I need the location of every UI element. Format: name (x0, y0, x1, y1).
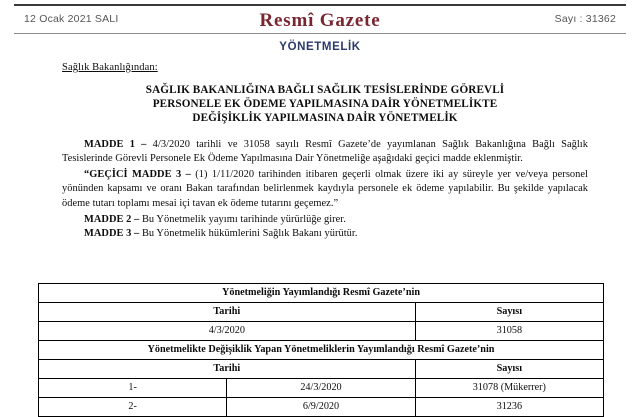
section2-col-sayisi: Sayısı (415, 360, 603, 379)
provisional-article-3-text: (1) 1/11/2020 tarihinden itibaren geçerli olmak üzere iki ay süreyle yer ve/veya personel yönünden kapsamı ve oranı Bakan tarafından belirlenmek kaydıyla personele ek ödeme yapılabilir. Bu şekilde yapılacak ödeme tutarı toplamı mesai içi tavan ek ödeme tutarını geçemez.” (62, 168, 588, 209)
section2-row0-tarihi: 24/3/2020 (227, 379, 415, 398)
section2-row1-sayisi: 31236 (415, 398, 603, 417)
section2-row0-no: 1- (39, 379, 227, 398)
provisional-article-3-paragraph (62, 168, 588, 212)
section1-row0-tarihi: 4/3/2020 (39, 322, 416, 341)
section-heading: YÖNETMELİK (279, 41, 361, 53)
article-1-paragraph (62, 138, 588, 167)
article-3-label: MADDE 3 – (84, 228, 142, 240)
section2-row1-no: 2- (39, 398, 227, 417)
table-row (39, 360, 604, 379)
issue-number: Sayı : 31362 (554, 13, 616, 25)
provisional-article-3-label: “GEÇİCİ MADDE 3 – (84, 168, 196, 180)
regulation-title-line-2: PERSONELE EK ÖDEME YAPILMASINA DAİR YÖNETMELİKTE (152, 98, 498, 111)
table-row (39, 284, 604, 303)
regulation-title (62, 83, 588, 126)
table-row (39, 379, 604, 398)
table-row (39, 322, 604, 341)
article-2-label: MADDE 2 – (84, 213, 142, 225)
section1-col-tarihi: Tarihi (39, 303, 416, 322)
article-1-label: MADDE 1 – (84, 138, 153, 150)
section1-col-sayisi: Sayısı (415, 303, 603, 322)
masthead-bottom-rule (14, 33, 626, 34)
gazette-title: Resmî Gazete (259, 10, 381, 31)
section2-col-tarihi: Tarihi (39, 360, 416, 379)
article-3-paragraph (62, 227, 588, 242)
issuing-authority: Sağlık Bakanlığından: (62, 62, 158, 73)
masthead-top-rule (14, 4, 626, 6)
article-2-text: Bu Yönetmelik yayımı tarihinde yürürlüğe girer. (141, 213, 346, 225)
section2-header: Yönetmelikte Değişiklik Yapan Yönetmeliklerin Yayımlandığı Resmî Gazete’nin (39, 341, 604, 360)
article-1-text: 4/3/2020 tarihli ve 31058 sayılı Resmî Gazete’de yayımlanan Sağlık Bakanlığına Bağlı Sağlık Tesislerinde Görevli Personele Ek Ödeme Yapılmasına Dair Yönetmeliğe aşağıdaki geçici madde eklenmiştir. (62, 138, 588, 165)
table-row (39, 398, 604, 417)
section2-row0-sayisi: 31078 (Mükerrer) (415, 379, 603, 398)
regulation-title-line-3: DEĞİŞİKLİK YAPILMASINA DAİR YÖNETMELİK (192, 112, 458, 125)
publication-date: 12 Ocak 2021 SALI (24, 13, 119, 25)
article-3-text: Bu Yönetmelik hükümlerini Sağlık Bakanı yürütür. (141, 228, 358, 240)
masthead (0, 10, 640, 32)
publication-history-table (38, 283, 604, 417)
publication-history-table-wrapper (38, 283, 604, 417)
article-2-paragraph (62, 213, 588, 228)
section1-row0-sayisi: 31058 (415, 322, 603, 341)
document-body (62, 62, 588, 242)
table-row (39, 341, 604, 360)
regulation-title-line-1: SAĞLIK BAKANLIĞINA BAĞLI SAĞLIK TESİSLERİNDE GÖREVLİ (145, 84, 505, 96)
section1-header: Yönetmeliğin Yayımlandığı Resmî Gazete’nin (39, 284, 604, 303)
section2-row1-tarihi: 6/9/2020 (227, 398, 415, 417)
table-row (39, 303, 604, 322)
